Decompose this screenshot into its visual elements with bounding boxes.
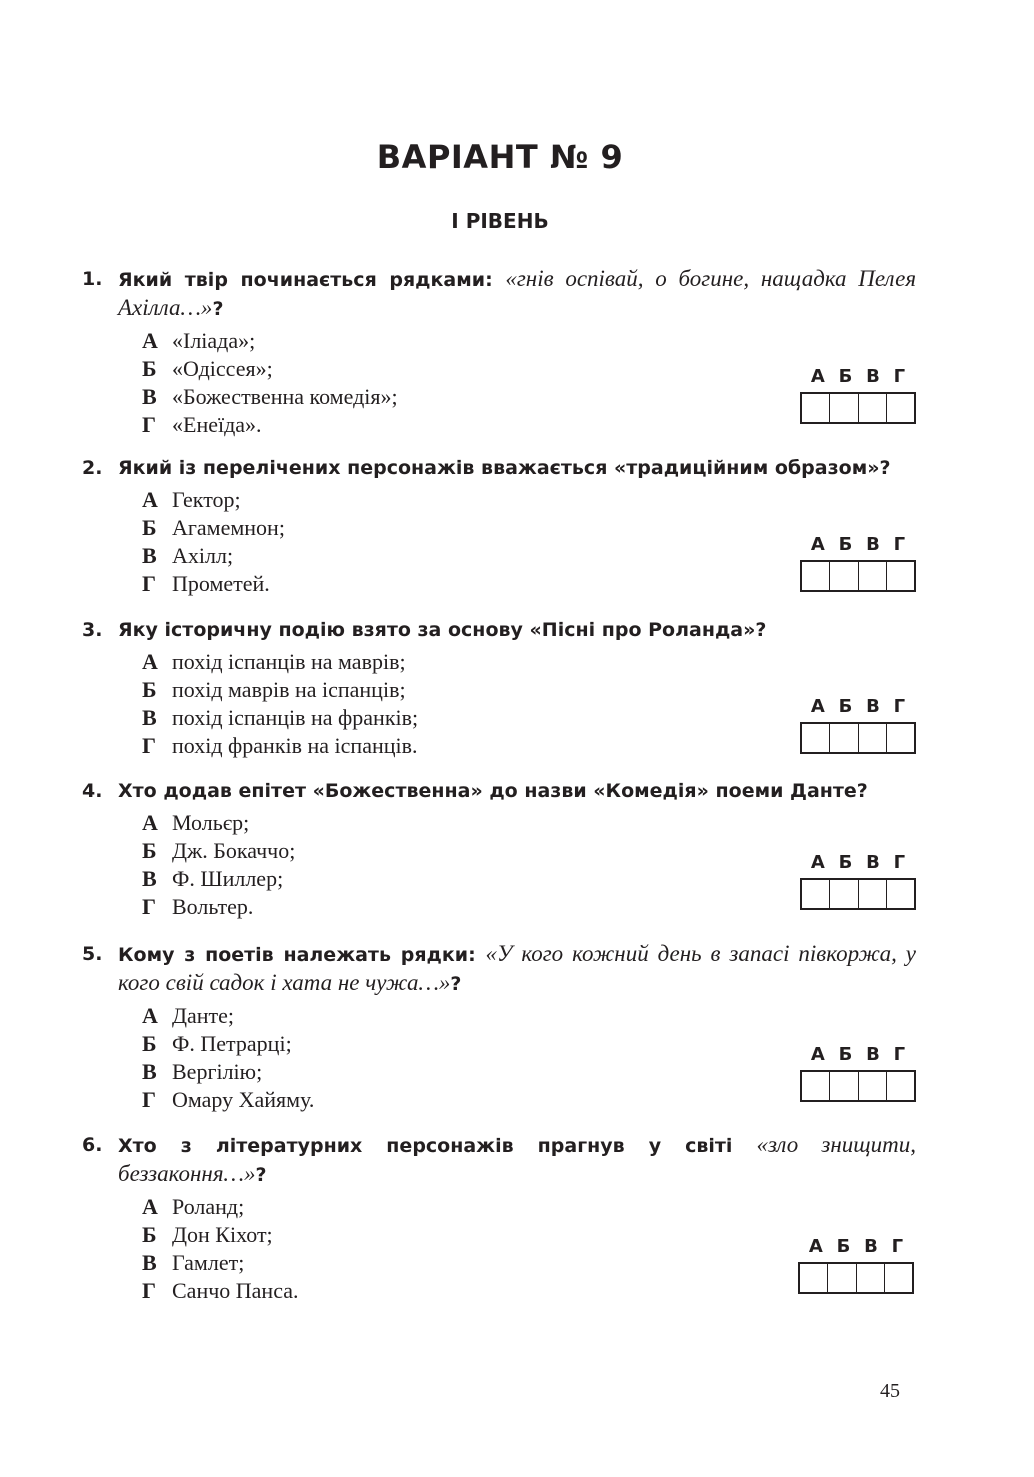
answer-letters <box>800 534 916 558</box>
option-text: похід іспанців на маврів; <box>172 649 406 674</box>
answer-grid-4 <box>800 852 916 910</box>
answer-grid-1 <box>800 366 916 424</box>
option-letter: В <box>142 384 157 409</box>
question-number: 5. <box>82 943 103 965</box>
answer-cell[interactable] <box>830 724 858 752</box>
option-text: Мольєр; <box>172 810 250 835</box>
answer-cell[interactable] <box>830 394 858 422</box>
option-letter: А <box>142 810 158 835</box>
answer-letter: Г <box>893 534 906 555</box>
answer-letter: А <box>810 534 825 555</box>
question-separator: : <box>468 944 486 966</box>
option-letter: Г <box>142 571 156 596</box>
option-text: Ахілл; <box>172 543 234 568</box>
question-number: 1. <box>82 268 103 290</box>
option-letter: Б <box>142 515 157 540</box>
option-text: Роланд; <box>172 1194 245 1219</box>
question-number: 3. <box>82 619 103 641</box>
answer-cell[interactable] <box>828 1264 856 1292</box>
question-6 <box>82 1131 916 1305</box>
answer-letters <box>800 696 916 720</box>
answer-cell[interactable] <box>857 1264 885 1292</box>
answer-cell[interactable] <box>802 880 830 908</box>
question-end: ? <box>450 973 462 995</box>
answer-letter: Б <box>838 1044 853 1065</box>
question-number: 6. <box>82 1134 103 1156</box>
option-letter: В <box>142 1059 157 1084</box>
answer-boxes <box>800 560 916 592</box>
answer-cell[interactable] <box>859 394 887 422</box>
option-text: Гамлет; <box>172 1250 245 1275</box>
answer-letter: Г <box>893 852 906 873</box>
option-text: «Іліада»; <box>172 328 256 353</box>
option-text: Ф. Петрарці; <box>172 1031 292 1056</box>
option-letter: Г <box>142 1087 156 1112</box>
option-letter: Б <box>142 838 157 863</box>
answer-grid-2 <box>800 534 916 592</box>
answer-letter: В <box>866 1044 880 1065</box>
option-letter: Б <box>142 1031 157 1056</box>
option-letter: В <box>142 543 157 568</box>
answer-cell[interactable] <box>830 562 858 590</box>
option-text: Данте; <box>172 1003 235 1028</box>
answer-boxes <box>800 878 916 910</box>
answer-grid-6 <box>798 1236 914 1294</box>
answer-letters <box>800 852 916 876</box>
question-prompt: Який твір починається рядками <box>118 269 486 291</box>
option-letter: А <box>142 487 158 512</box>
option-text: «Божественна комедія»; <box>172 384 398 409</box>
answer-letter: В <box>864 1236 878 1257</box>
answer-letter: В <box>866 534 880 555</box>
option-letter: В <box>142 866 157 891</box>
answer-cell[interactable] <box>802 394 830 422</box>
answer-cell[interactable] <box>859 724 887 752</box>
option-letter: Б <box>142 677 157 702</box>
question-prompt: Який із перелічених персонажів вважається «традиційним образом»? <box>118 457 891 479</box>
answer-letter: В <box>866 696 880 717</box>
question-number: 2. <box>82 457 103 479</box>
question-end: ? <box>212 298 224 320</box>
answer-cell[interactable] <box>830 1072 858 1100</box>
answer-boxes <box>798 1262 914 1294</box>
option-text: Санчо Панса. <box>172 1278 299 1303</box>
question-separator <box>732 1135 756 1157</box>
answer-letter: Г <box>893 366 906 387</box>
question-prompt: Кому з поетів належать рядки <box>118 944 469 966</box>
answer-letter: А <box>810 1044 825 1065</box>
answer-cell[interactable] <box>830 880 858 908</box>
option-text: похід іспанців на франків; <box>172 705 419 730</box>
answer-letter: А <box>808 1236 823 1257</box>
answer-letter: Г <box>893 1044 906 1065</box>
option-a <box>142 327 916 355</box>
answer-letter: А <box>810 366 825 387</box>
answer-letter: Б <box>838 852 853 873</box>
answer-cell[interactable] <box>859 1072 887 1100</box>
question-separator: : <box>485 269 506 291</box>
option-text: Омару Хайяму. <box>172 1087 315 1112</box>
question-text <box>82 616 916 644</box>
option-letter: Г <box>142 412 156 437</box>
answer-cell[interactable] <box>887 724 914 752</box>
option-letter: В <box>142 705 157 730</box>
answer-letter: Б <box>838 696 853 717</box>
answer-letter: В <box>866 852 880 873</box>
answer-cell[interactable] <box>859 880 887 908</box>
answer-cell[interactable] <box>887 1072 914 1100</box>
option-text: Гектор; <box>172 487 241 512</box>
answer-letter: А <box>810 852 825 873</box>
question-quote: «гнів оспівай, о богине, нащадка Пелея Ахілла…» <box>118 266 917 320</box>
answer-letters <box>800 366 916 390</box>
option-letter: А <box>142 1194 158 1219</box>
option-text: «Одіссея»; <box>172 356 273 381</box>
answer-letters <box>800 1044 916 1068</box>
option-letter: А <box>142 649 158 674</box>
question-number: 4. <box>82 780 103 802</box>
answer-cell[interactable] <box>800 1264 828 1292</box>
answer-cell[interactable] <box>887 562 914 590</box>
option-a <box>142 1193 916 1221</box>
question-text <box>82 777 916 805</box>
option-text: похід франків на іспанців. <box>172 733 418 758</box>
answer-letter: Б <box>838 366 853 387</box>
option-text: Дон Кіхот; <box>172 1222 273 1247</box>
question-prompt: Яку історичну подію взято за основу «Пісні про Роланда»? <box>118 619 767 641</box>
option-text: «Енеїда». <box>172 412 262 437</box>
question-4 <box>82 777 916 921</box>
answer-cell[interactable] <box>885 1264 912 1292</box>
answer-letters <box>798 1236 914 1260</box>
question-5 <box>82 940 916 1114</box>
answer-letter: Г <box>891 1236 904 1257</box>
answer-letter: В <box>866 366 880 387</box>
question-1 <box>82 265 916 439</box>
page-number: 45 <box>880 1380 900 1402</box>
option-text: Прометей. <box>172 571 270 596</box>
question-text <box>82 265 916 323</box>
question-quote: «У кого кожний день в запасі півкоржа, у кого свій садок і хата не чужа…» <box>118 941 916 995</box>
option-letter: Г <box>142 1278 156 1303</box>
answer-cell[interactable] <box>887 394 914 422</box>
answer-cell[interactable] <box>887 880 914 908</box>
option-letter: Б <box>142 356 157 381</box>
question-3 <box>82 616 916 760</box>
answer-grid-5 <box>800 1044 916 1102</box>
question-quote: «зло знищити, беззаконня…» <box>118 1132 916 1186</box>
option-letter: Г <box>142 733 156 758</box>
answer-boxes <box>800 1070 916 1102</box>
question-prompt: Хто з літературних персонажів прагнув у світі <box>118 1135 733 1157</box>
page-title: ВАРІАНТ № 9 <box>376 138 624 176</box>
option-text: Вергілію; <box>172 1059 263 1084</box>
answer-letter: Г <box>893 696 906 717</box>
option-text: Вольтер. <box>172 894 254 919</box>
option-text: похід маврів на іспанців; <box>172 677 406 702</box>
answer-letter: Б <box>838 534 853 555</box>
answer-boxes <box>800 392 916 424</box>
answer-boxes <box>800 722 916 754</box>
answer-cell[interactable] <box>802 724 830 752</box>
question-2 <box>82 454 916 598</box>
option-letter: А <box>142 328 158 353</box>
option-letter: А <box>142 1003 158 1028</box>
question-text <box>82 940 916 998</box>
question-text <box>82 1131 916 1189</box>
option-text: Дж. Бокаччо; <box>172 838 296 863</box>
option-a <box>142 486 916 514</box>
option-a <box>142 648 916 676</box>
option-a <box>142 809 916 837</box>
question-prompt: Хто додав епітет «Божественна» до назви «Комедія» поеми Данте? <box>118 780 868 802</box>
answer-grid-3 <box>800 696 916 754</box>
question-text <box>82 454 916 482</box>
option-text: Агамемнон; <box>172 515 285 540</box>
level-heading: І РІВЕНЬ <box>451 209 549 233</box>
answer-cell[interactable] <box>802 1072 830 1100</box>
option-letter: Б <box>142 1222 157 1247</box>
option-letter: В <box>142 1250 157 1275</box>
option-a <box>142 1002 916 1030</box>
answer-cell[interactable] <box>802 562 830 590</box>
question-end: ? <box>255 1164 267 1186</box>
answer-letter: А <box>810 696 825 717</box>
answer-cell[interactable] <box>859 562 887 590</box>
option-letter: Г <box>142 894 156 919</box>
option-text: Ф. Шиллер; <box>172 866 284 891</box>
answer-letter: Б <box>836 1236 851 1257</box>
